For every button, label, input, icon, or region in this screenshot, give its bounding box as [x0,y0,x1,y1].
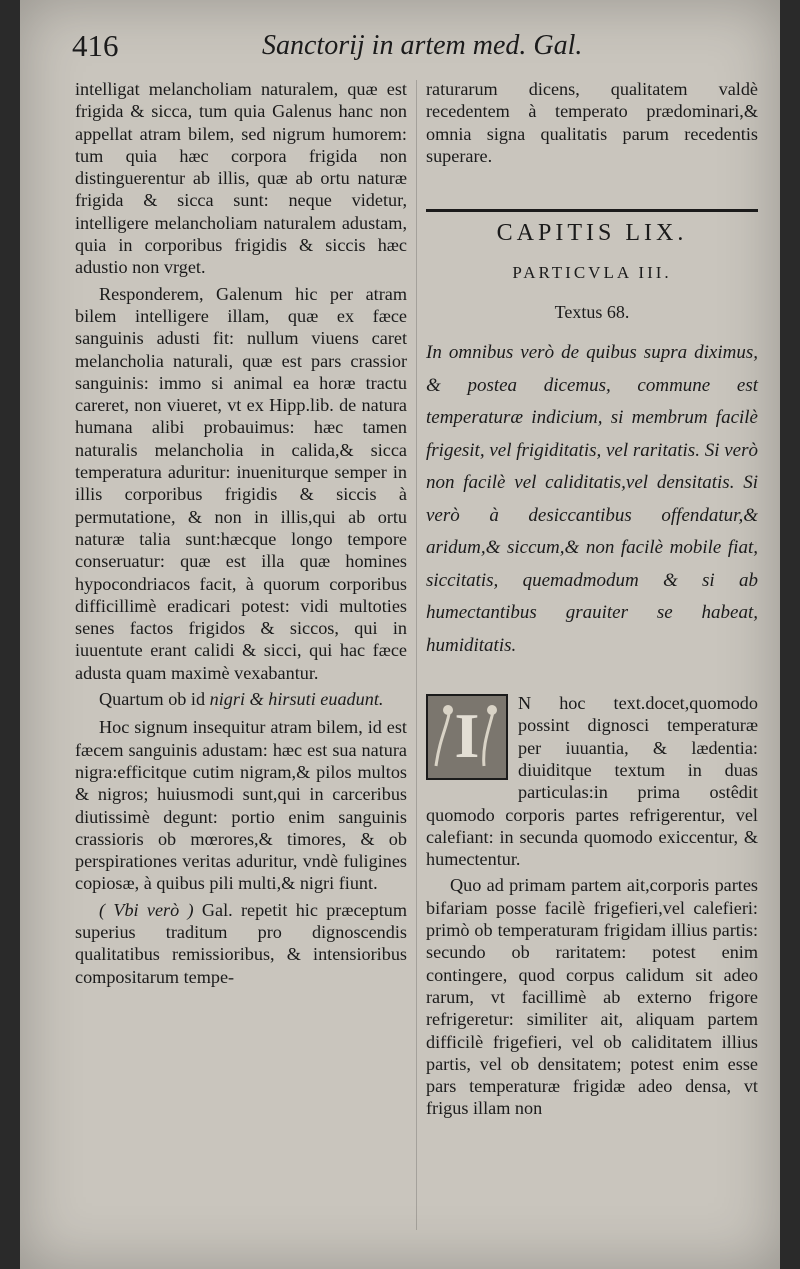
right-paragraph-3: Quo ad primam partem ait,corporis partes bifariam posse facilè frigefieri,vel calefieri: primò ob temperaturam frigidam illius partis: secundo ob raritatem: potest enim contingere, quod corpus calidum sit adeo rarum, vt facillimè ab externo frigore refrigeretur: similiter ait, aliquam partem difficilè frigefieri, vel ob caliditatem illius partis, vel ob densitatem; potest enim esse pars temperaturæ frigidæ adeo densa, vt frigus illam non [426,875,758,1119]
right-column [426,78,758,1120]
commentary [426,692,758,1120]
lemma-text: In omnibus verò de quibus supra diximus, & postea dicemus, commune est temperaturæ indicium, si membrum facilè frigesit, vel frigiditatis, vel raritatis. Si verò non facilè vel caliditatis,vel densitatis. Si verò à desiccantibus offendatur,& aridum,& siccum,& non facilè mobile fiat, siccitatis, quemadmodum & si ab humectantibus grauiter se habeat, humiditatis. [426,342,758,656]
page-header [72,28,762,72]
left-paragraph-3 [75,688,407,710]
column-divider [416,80,417,1230]
particula-heading: PARTICVLA III. [512,263,672,283]
textus-heading: Textus 68. [554,301,630,322]
left-paragraph-5-text: Gal. repetit hic præceptum superius traditum pro dignoscendis qualitatibus remissioribus, & intensioribus compositarum tempe- [75,899,408,987]
ubi-vero-lemma: ( Vbi verò ) [99,899,194,920]
left-paragraph-2: Responderem, Galenum hic per atram bilem intelligere illam, quæ ex fæce sanguinis adusti fit: nullum viuens caret melancholia naturali, quæ est pars crassior sanguinis: immo si animal ea horæ tractu careret, non viueret, vt ex Hipp.lib. de natura humana alibi probauimus: hæc tamen naturalis melancholia in calida,& sicca temperatura aduritur: inueniturque semper in illis corporibus frigidis & siccis à permutatione, & non in illis,qui ab ortu naturæ talia sunt:hæcque longo tempore conseruatur: quæ est illa quæ homines hypocondriacos facit, à quorum corporibus difficillimè eradicari potest: vidi multoties senes factos frigidos & siccos, qui in iuuentute erant calidi & sicci, qui hac fæce adusta quam maximè vexabantur. [75,283,407,683]
heading-rule [426,209,758,212]
left-paragraph-5 [75,899,407,988]
chapter-title: CAPITIS LIX. [496,220,688,247]
quartum-lead: Quartum ob id [99,689,206,710]
right-paragraph-2: N hoc text.docet,quomodo possint dignosci temperaturæ per iuuantia, & lædentia: diuiditque textum in duas particulas:in prima ostêdit quomodo corporis partes refrigerentur, vel calefiant: in secunda quomodo exiccentur, & humectentur. [426,693,758,870]
running-title: Sanctorij in artem med. Gal. [262,30,583,61]
left-column [75,78,407,988]
quartum-italic: nigri & hirsuti euadunt. [209,689,384,710]
left-paragraph-1: intelligat melancholiam naturalem, quæ est frigida & sicca, tum quia Galenus hanc non appellat atram bilem, sed nigrum humorem: tum quia hæc corpora frigida non distinguerentur ab illis, quæ ab ortu naturæ frigida & sicca sunt: neque videtur, intelligere melancholiam naturalem adustam, quia in corporibus frigidis & siccis hæc adustio non vrget. [75,79,407,278]
page-number: 416 [72,28,119,63]
book-page [20,0,780,1269]
dropcap-letter: I [454,700,480,772]
dropcap-ornament [426,694,508,780]
left-paragraph-4: Hoc signum insequitur atram bilem, id est fæcem sanguinis adustam: hæc est sua natura nigra:efficitque cutim nigram,& pilos multos & nigros; huiusmodi sunt,qui in carceribus diutissimè degunt: portio enim sanguinis crassioris ob mœrores,& timores, & ob perspirationes veritas aduritur, vndè fuligines copiosæ, à quibus pili multi,& nigri fiunt. [75,717,407,894]
right-paragraph-1: raturarum dicens, qualitatem valdè recedentem à temperato prædominari,& omnia signa qualitatis parum recedentis superare. [426,79,758,166]
